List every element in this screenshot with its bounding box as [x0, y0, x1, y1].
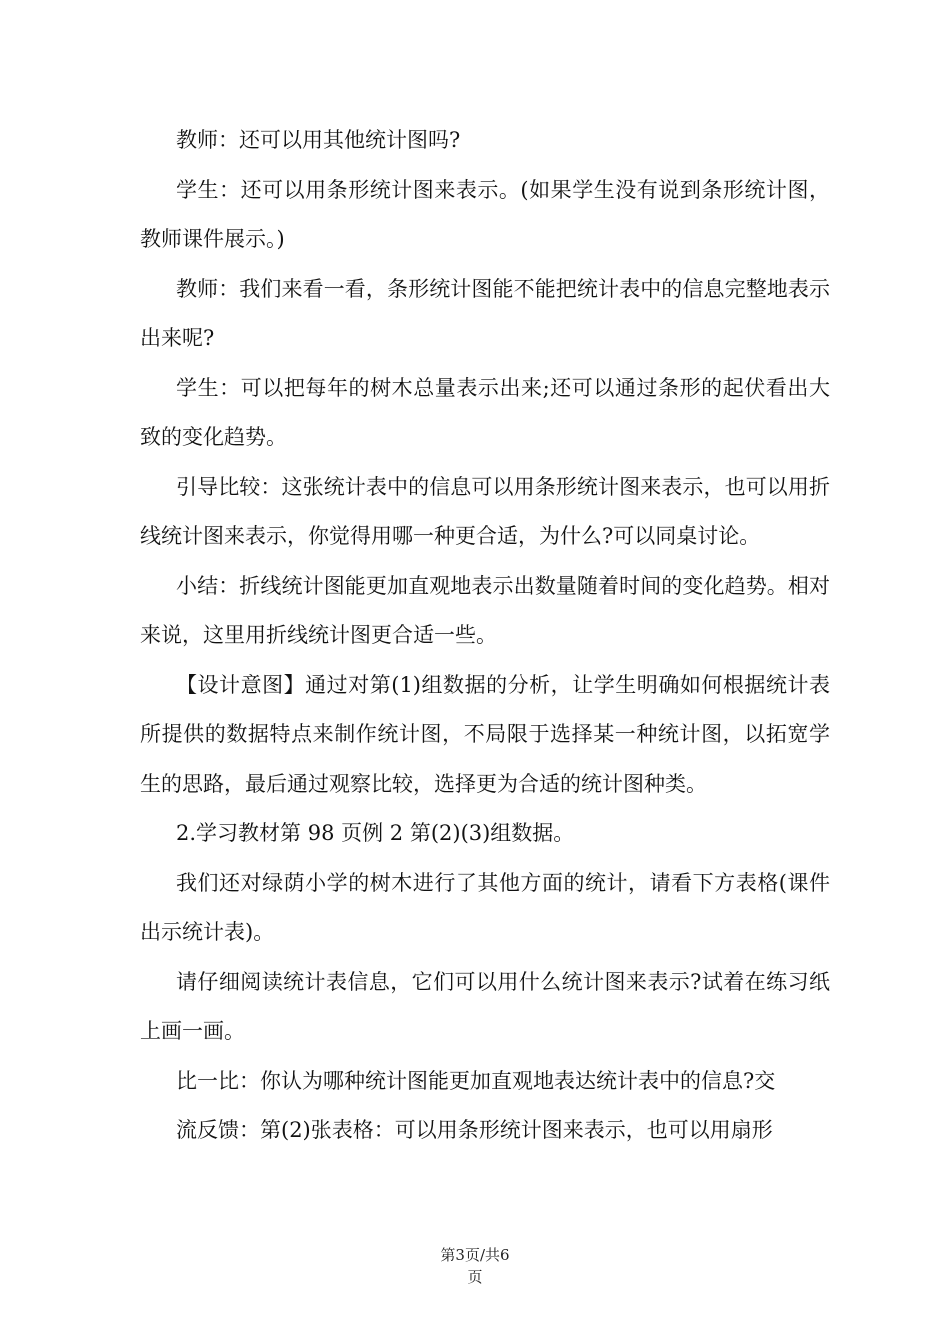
- paragraph: 小结：折线统计图能更加直观地表示出数量随着时间的变化趋势。相对来说，这里用折线统计图更合适一些。: [140, 573, 830, 647]
- page-number: 第3页/共6: [440, 1246, 510, 1264]
- paragraph: 比一比：你认为哪种统计图能更加直观地表达统计表中的信息?交: [176, 1068, 776, 1093]
- paragraph: 教师：还可以用其他统计图吗?: [176, 128, 461, 152]
- paragraph: 流反馈：第(2)张表格：可以用条形统计图来表示，也可以用扇形: [176, 1118, 773, 1142]
- paragraph: 请仔细阅读统计表信息，它们可以用什么统计图来表示?试着在练习纸上画一画。: [140, 969, 830, 1043]
- paragraph: 引导比较：这张统计表中的信息可以用条形统计图来表示，也可以用折线统计图来表示，你觉得用哪一种更合适，为什么?可以同桌讨论。: [140, 474, 830, 548]
- paragraph: 学生：可以把每年的树木总量表示出来;还可以通过条形的起伏看出大致的变化趋势。: [140, 375, 830, 449]
- paragraph: 【设计意图】通过对第(1)组数据的分析，让学生明确如何根据统计表所提供的数据特点来制作统计图，不局限于选择某一种统计图，以拓宽学生的思路，最后通过观察比较，选择更为合适的统计图种类。: [140, 672, 830, 796]
- paragraph: 学生：还可以用条形统计图来表示。(如果学生没有说到条形统计图，教师课件展示。): [140, 177, 830, 251]
- paragraph: 我们还对绿荫小学的树木进行了其他方面的统计，请看下方表格(课件出示统计表)。: [140, 870, 830, 944]
- document-body: [140, 116, 830, 1156]
- page-footer: [0, 1244, 950, 1288]
- page-number-continued: 页: [467, 1268, 483, 1286]
- paragraph: 教师：我们来看一看，条形统计图能不能把统计表中的信息完整地表示出来呢?: [140, 276, 830, 350]
- paragraph: 2.学习教材第 98 页例 2 第(2)(3)组数据。: [176, 821, 575, 845]
